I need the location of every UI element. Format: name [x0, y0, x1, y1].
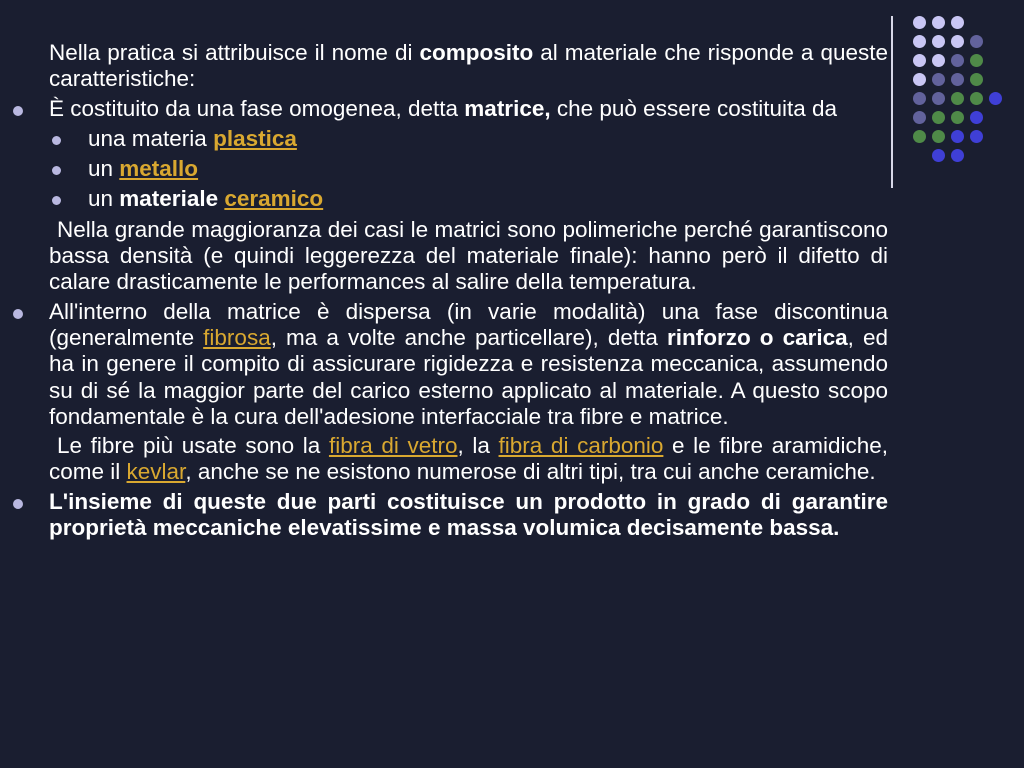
bullet-matrice	[49, 96, 888, 122]
decorative-dot-icon	[951, 73, 964, 86]
decorative-dot-icon	[913, 130, 926, 143]
decorative-dot-icon	[932, 111, 945, 124]
intro-text: Nella pratica si attribuisce il nome di	[49, 40, 420, 65]
fibre-paragraph: Le fibre più usate sono la fibra di vetro, la fibra di carbonio e le fibre aramidiche, come il kevlar, anche se ne esistono numerose di altri tipi, tra cui anche ceramiche.	[49, 433, 888, 485]
bullet-dot-icon	[13, 499, 23, 509]
materiale-term: materiale	[119, 186, 219, 212]
bullet-matrice-text-end: che può essere costituita da	[550, 95, 838, 121]
decorative-dot-icon	[932, 149, 945, 162]
sub-bullet-dot-icon	[52, 166, 61, 175]
ceramico-link[interactable]: ceramico	[224, 186, 324, 212]
decorative-dot-icon	[989, 92, 1002, 105]
bullet-rinforzo: All'interno della matrice è dispersa (in varie modalità) una fase discontinua (generalmente fibrosa, ma a volte anche particellare), detta rinforzo o carica, ed ha in genere il compito di assicurare rigidezza e resistenza meccanica, assumendo su di sé la maggior parte del carico esterno applicato al materiale. A questo scopo fondamentale è la cura dell'adesione interfacciale tra fibre e matrice.	[49, 299, 888, 430]
decorative-dot-icon	[913, 54, 926, 67]
conclusion-text: L'insieme di queste due parti costituisce un prodotto in grado di garantire proprietà meccaniche elevatissime e massa volumica decisamente bassa.	[49, 488, 888, 541]
fibrosa-link[interactable]: fibrosa	[203, 324, 271, 350]
decorative-dot-icon	[932, 73, 945, 86]
vertical-divider-line	[891, 16, 893, 188]
sub-item-plastica	[49, 126, 888, 152]
decorative-dot-icon	[970, 54, 983, 67]
decorative-dot-icon	[970, 111, 983, 124]
decorative-dot-icon	[932, 16, 945, 29]
bullet-matrice-text: È costituito da una fase omogenea, detta	[49, 95, 465, 121]
sub-bullet-dot-icon	[52, 136, 61, 145]
decorative-dot-icon	[951, 130, 964, 143]
decorative-dot-icon	[951, 54, 964, 67]
decorative-dot-icon	[932, 92, 945, 105]
decorative-dot-icon	[932, 54, 945, 67]
decorative-dot-icon	[932, 130, 945, 143]
intro-paragraph	[49, 40, 888, 93]
sub-bullet-dot-icon	[52, 196, 61, 205]
decorative-dot-icon	[951, 111, 964, 124]
sub-item-text: un	[88, 156, 120, 182]
decorative-dot-icon	[970, 35, 983, 48]
decorative-dot-icon	[913, 16, 926, 29]
sub-item-ceramico	[49, 186, 888, 212]
bullet-rinforzo-text-end: , ed ha in genere il compito di assicurare rigidezza e resistenza meccanica, assumendo su di sé la maggior parte del carico esterno applicato al materiale. A questo scopo fondamentale è la cura dell'adesione interfacciale tra fibre e matrice.	[49, 324, 889, 429]
metallo-link[interactable]: metallo	[119, 156, 199, 182]
sub-item-text: una materia	[88, 125, 214, 151]
decorative-dot-icon	[970, 92, 983, 105]
sub-item-text: un	[88, 186, 120, 212]
rinforzo-term: rinforzo o carica	[666, 324, 848, 350]
plastica-link[interactable]: plastica	[213, 125, 297, 151]
bullet-dot-icon	[13, 106, 23, 116]
decorative-dot-icon	[951, 92, 964, 105]
decorative-dot-icon	[913, 35, 926, 48]
bullet-dot-icon	[13, 309, 23, 319]
slide-body	[49, 40, 888, 541]
decorative-dot-icon	[913, 111, 926, 124]
matrici-paragraph: Nella grande maggioranza dei casi le matrici sono polimeriche perché garantiscono bassa densità (e quindi leggerezza del materiale finale): hanno però il difetto di calare drasticamente le performances al salire della temperatura.	[49, 216, 888, 295]
decorative-dot-icon	[932, 35, 945, 48]
composito-term: composito	[419, 40, 534, 65]
fibra-di-vetro-link[interactable]: fibra di vetro	[328, 433, 458, 459]
decorative-dot-icon	[970, 130, 983, 143]
bullet-rinforzo-text: All'interno della matrice è dispersa (in varie modalità) una fase discontinua (generalmente	[49, 298, 888, 350]
intro-text-end: al materiale che risponde a queste caratteristiche:	[49, 40, 888, 92]
decorative-dot-icon	[951, 149, 964, 162]
kevlar-link[interactable]: kevlar	[126, 459, 186, 485]
decorative-dot-icon	[913, 73, 926, 86]
matrice-term: matrice,	[464, 95, 551, 121]
fibra-di-carbonio-link[interactable]: fibra di carbonio	[498, 433, 664, 459]
decorative-dot-icon	[913, 92, 926, 105]
decorative-dot-icon	[970, 73, 983, 86]
bullet-conclusione	[49, 489, 888, 542]
sub-item-metallo	[49, 156, 888, 182]
decorative-dot-icon	[951, 16, 964, 29]
decorative-dot-icon	[951, 35, 964, 48]
